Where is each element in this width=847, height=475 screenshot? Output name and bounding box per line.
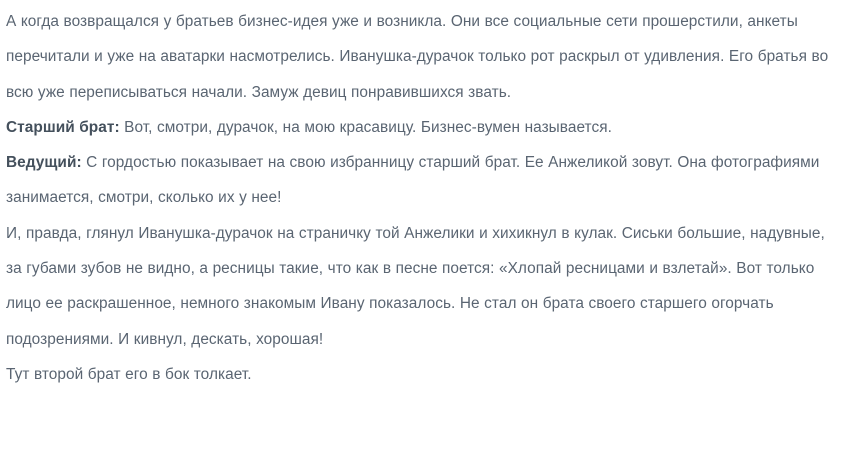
paragraph-elder-brother xyxy=(6,110,833,145)
paragraph-narration-3 xyxy=(6,357,833,392)
paragraph-text: Вот, смотри, дурачок, на мою красавицу. Бизнес-вумен называется. xyxy=(124,118,612,136)
speaker-label-host: Ведущий: xyxy=(6,154,82,172)
paragraph-narration-2 xyxy=(6,216,833,357)
paragraph-host xyxy=(6,145,833,216)
paragraph-text: Тут второй брат его в бок толкает. xyxy=(6,365,252,383)
speaker-label-elder-brother: Старший брат: xyxy=(6,118,120,136)
paragraph-text: С гордостью показывает на свою избранницу старший брат. Ее Анжеликой зовут. Она фотографиями занимается, смотри, сколько их у нее! xyxy=(6,154,820,207)
paragraph-text: И, правда, глянул Иванушка-дурачок на страничку той Анжелики и хихикнул в кулак. Сиськи большие, надувные, за губами зубов не видно, а ресницы такие, что как в песне поется: «Хлопай ресницами и взлетай». Вот только лицо ее раскрашенное, немного знакомым Ивану показалось. Не стал он брата своего старшего огорчать подозрениями. И кивнул, дескать, хорошая! xyxy=(6,224,825,348)
paragraph-narration-1 xyxy=(6,4,833,110)
paragraph-text: А когда возвращался у братьев бизнес-идея уже и возникла. Они все социальные сети прошерстили, анкеты перечитали и уже на аватарки насмотрелись. Иванушка-дурачок только рот раскрыл от удивления. Его братья во всю уже переписываться начали. Замуж девиц понравившихся звать. xyxy=(6,13,829,101)
